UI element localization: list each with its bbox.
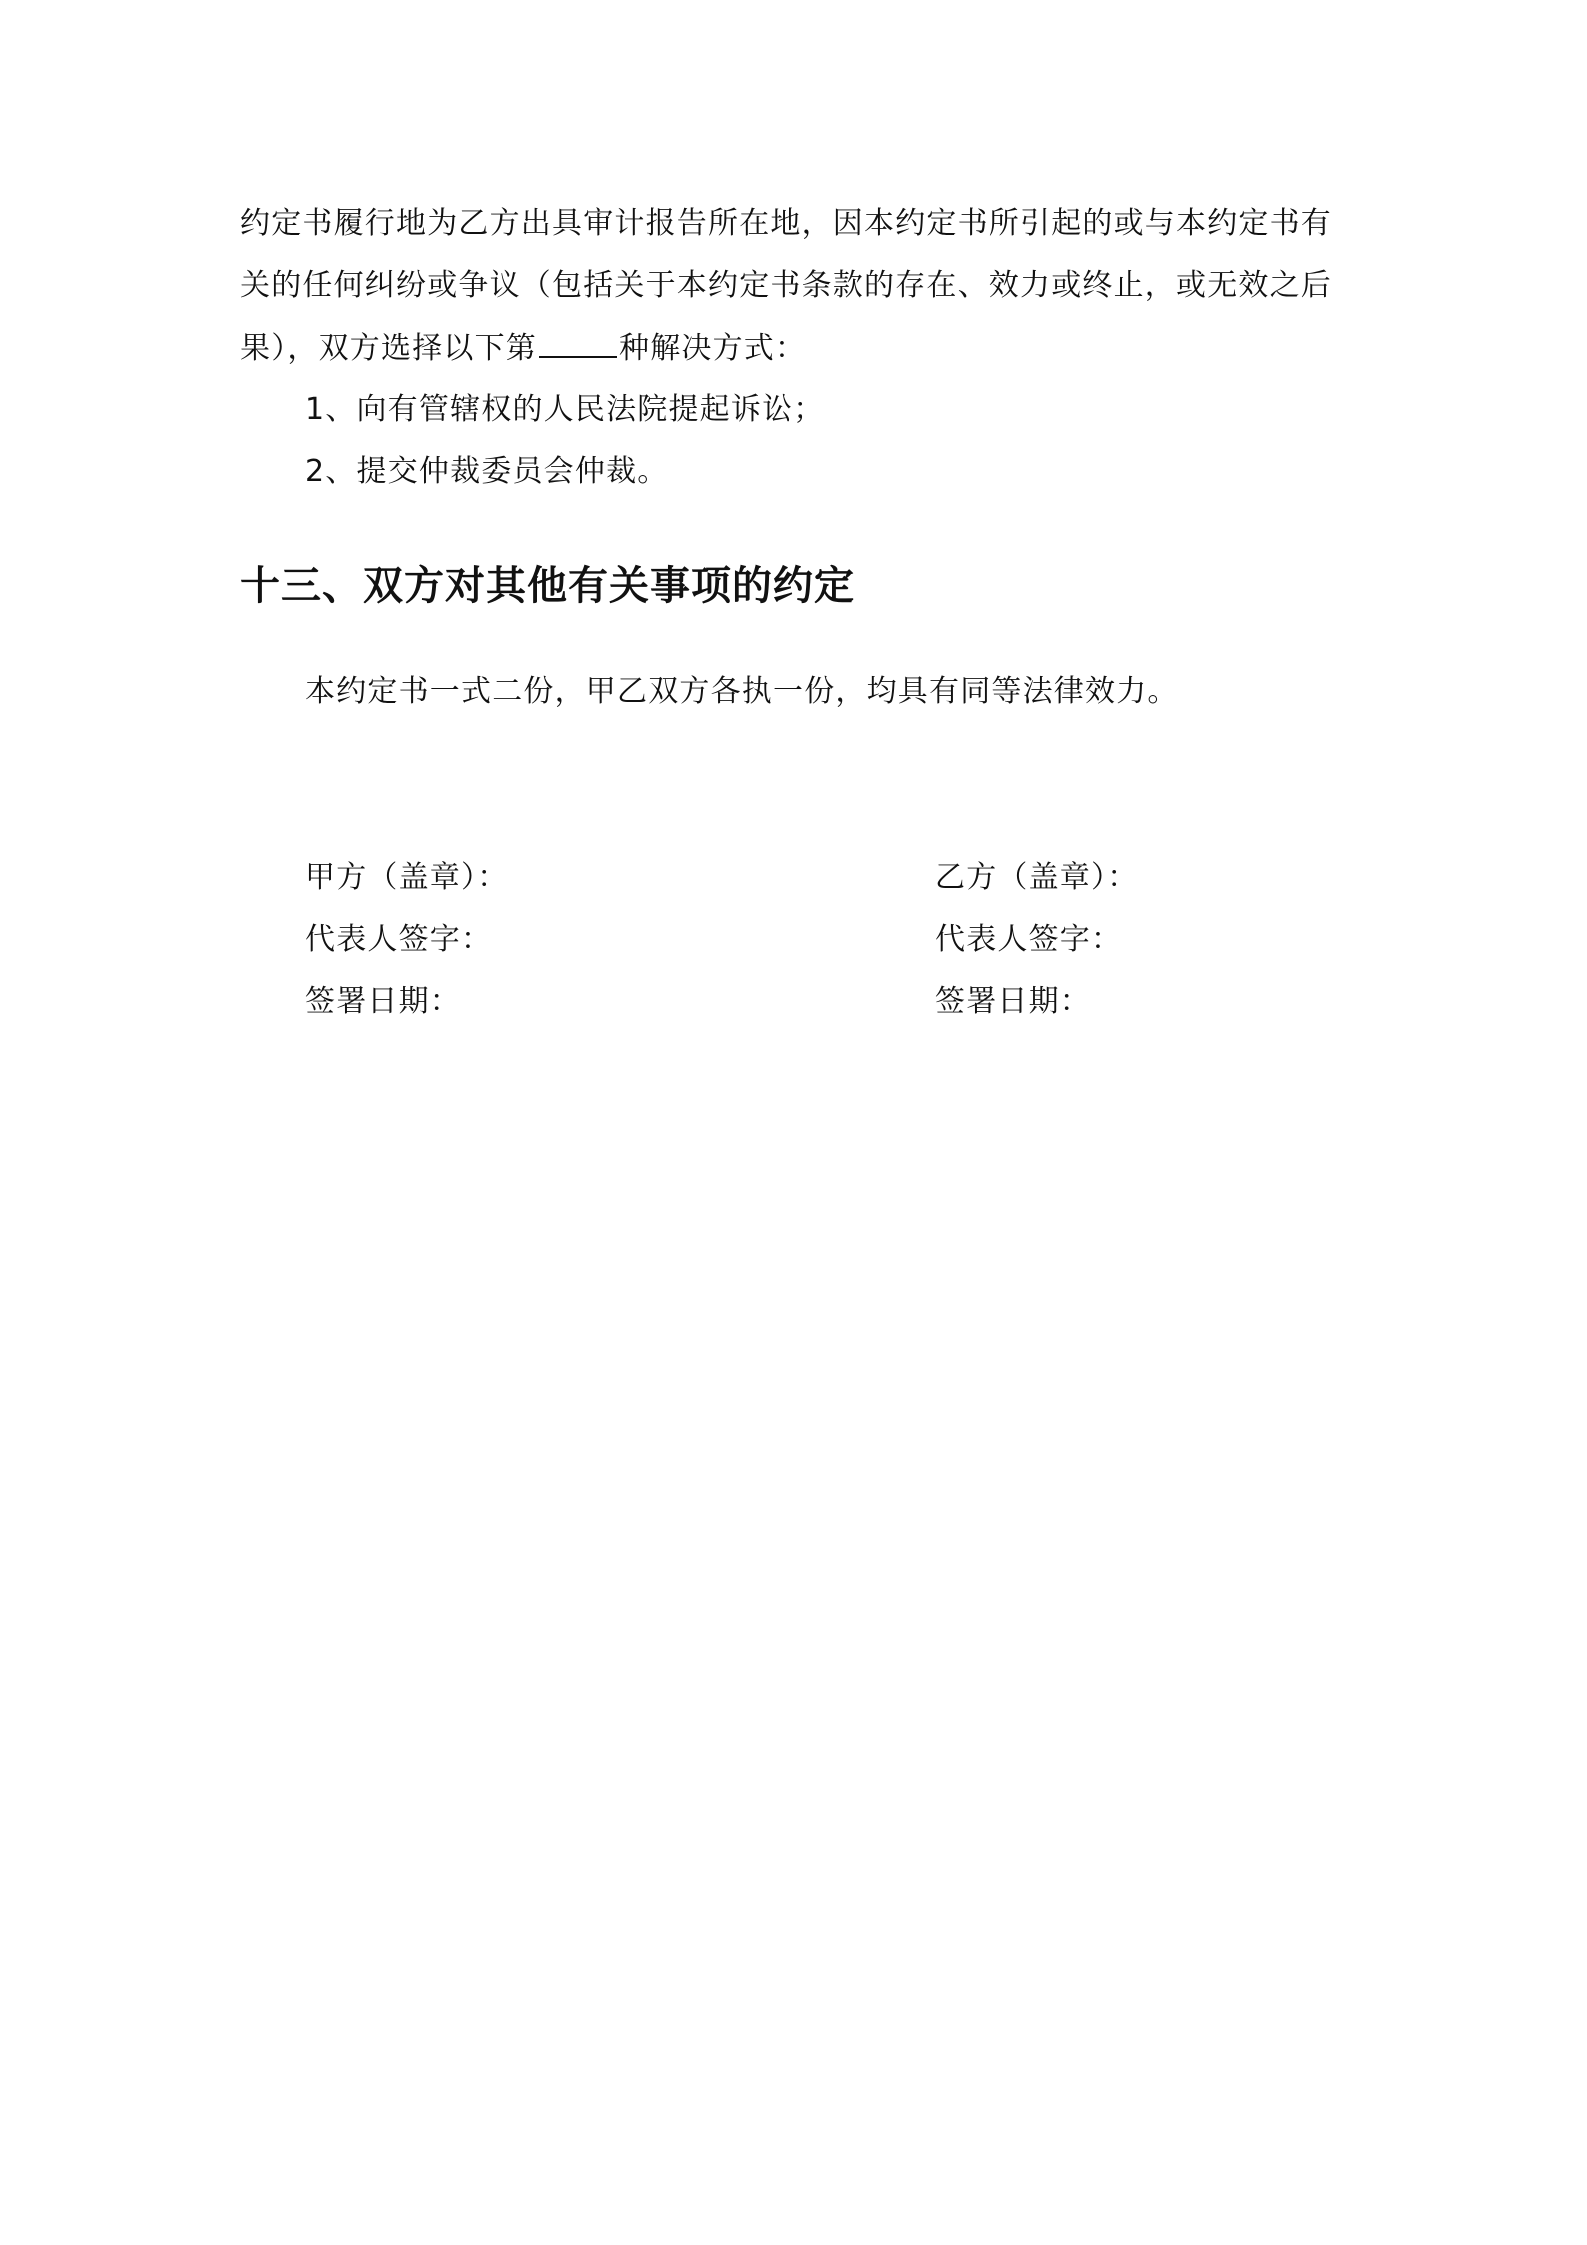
dispute-option-1: 1、向有管辖权的人民法院提起诉讼； (305, 392, 825, 427)
party-a-seal-label: 甲方（盖章）： (305, 860, 509, 895)
clause-text-line-1: 约定书履行地为乙方出具审计报告所在地，因本约定书所引起的或与本约定书有 (240, 206, 1332, 241)
party-a-representative-label: 代表人签字： (305, 922, 493, 957)
section-heading: 十三、双方对其他有关事项的约定 (240, 563, 855, 609)
party-b-date-label: 签署日期： (935, 984, 1091, 1019)
clause-text-line-2: 关的任何纠纷或争议（包括关于本约定书条款的存在、效力或终止，或无效之后 (240, 268, 1332, 303)
dispute-option-2: 2、提交仲裁委员会仲裁。 (305, 454, 669, 489)
party-b-representative-label: 代表人签字： (935, 922, 1123, 957)
clause-text-line-3-start: 果），双方选择以下第 (240, 331, 537, 366)
clause-text-line-3-end: 种解决方式： (619, 331, 807, 366)
clause-text-line-3 (240, 328, 806, 369)
party-a-date-label: 签署日期： (305, 984, 461, 1019)
fill-in-blank[interactable] (539, 328, 617, 358)
section-body-text: 本约定书一式二份，甲乙双方各执一份，均具有同等法律效力。 (305, 674, 1179, 709)
party-b-seal-label: 乙方（盖章）： (935, 860, 1139, 895)
